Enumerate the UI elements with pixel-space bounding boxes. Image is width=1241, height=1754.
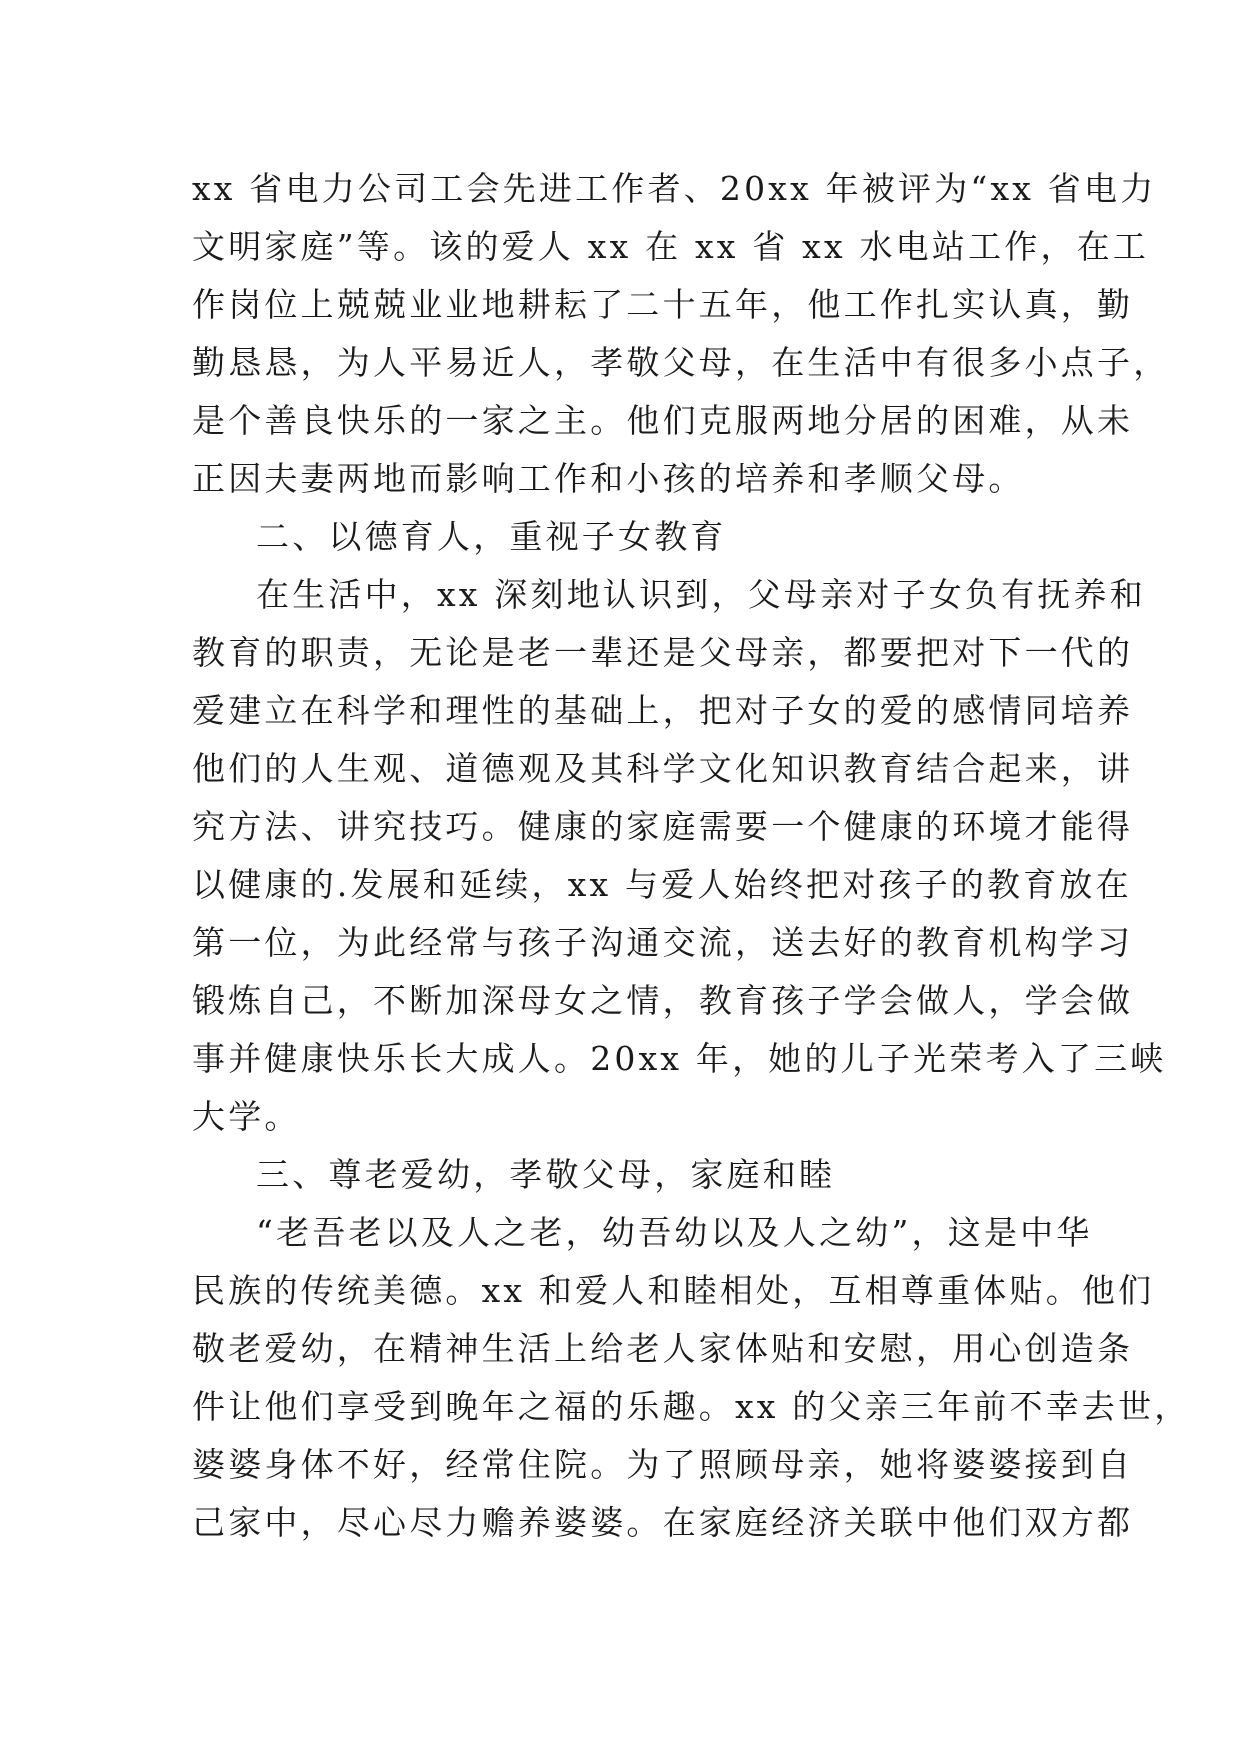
body-line: 勤恳恳，为人平易近人，孝敬父母，在生活中有很多小点子， (192, 343, 1170, 382)
section-heading: 三、尊老爱幼，孝敬父母，家庭和睦 (256, 1155, 836, 1194)
section-heading: 二、以德育人，重视子女教育 (256, 517, 727, 556)
body-line: xx 省电力公司工会先进工作者、20xx 年被评为“xx 省电力 (192, 169, 1157, 208)
body-line: 事并健康快乐长大成人。20xx 年，她的儿子光荣考入了三峡 (192, 1039, 1167, 1078)
body-line: “老吾老以及人之老，幼吾幼以及人之幼”，这是中华 (256, 1213, 1093, 1252)
body-line: 在生活中，xx 深刻地认识到，父母亲对子女负有抚养和 (256, 575, 1146, 614)
body-line: 爱建立在科学和理性的基础上，把对子女的爱的感情同培养 (192, 691, 1134, 730)
body-line: 是个善良快乐的一家之主。他们克服两地分居的困难，从未 (192, 401, 1134, 440)
body-line: 己家中，尽心尽力赡养婆婆。在家庭经济关联中他们双方都 (192, 1503, 1134, 1542)
body-line: 锻炼自己，不断加深母女之情，教育孩子学会做人，学会做 (192, 981, 1134, 1020)
body-line: 教育的职责，无论是老一辈还是父母亲，都要把对下一代的 (192, 633, 1134, 672)
body-line: 敬老爱幼，在精神生活上给老人家体贴和安慰，用心创造条 (192, 1329, 1134, 1368)
body-line: 以健康的.发展和延续，xx 与爱人始终把对孩子的教育放在 (192, 865, 1132, 904)
body-line: 件让他们享受到晚年之福的乐趣。xx 的父亲三年前不幸去世， (192, 1387, 1191, 1426)
body-line: 婆婆身体不好，经常住院。为了照顾母亲，她将婆婆接到自 (192, 1445, 1134, 1484)
body-line: 第一位，为此经常与孩子沟通交流，送去好的教育机构学习 (192, 923, 1134, 962)
body-line: 作岗位上兢兢业业地耕耘了二十五年，他工作扎实认真，勤 (192, 285, 1134, 324)
body-line: 正因夫妻两地而影响工作和小孩的培养和孝顺父母。 (192, 459, 1025, 498)
body-line: 究方法、讲究技巧。健康的家庭需要一个健康的环境才能得 (192, 807, 1134, 846)
body-line: 大学。 (192, 1097, 301, 1136)
body-line: 他们的人生观、道德观及其科学文化知识教育结合起来，讲 (192, 749, 1134, 788)
body-line: 民族的传统美德。xx 和爱人和睦相处，互相尊重体贴。他们 (192, 1271, 1155, 1310)
body-line: 文明家庭”等。该的爱人 xx 在 xx 省 xx 水电站工作，在工 (192, 227, 1150, 266)
document-body (192, 160, 1191, 1552)
